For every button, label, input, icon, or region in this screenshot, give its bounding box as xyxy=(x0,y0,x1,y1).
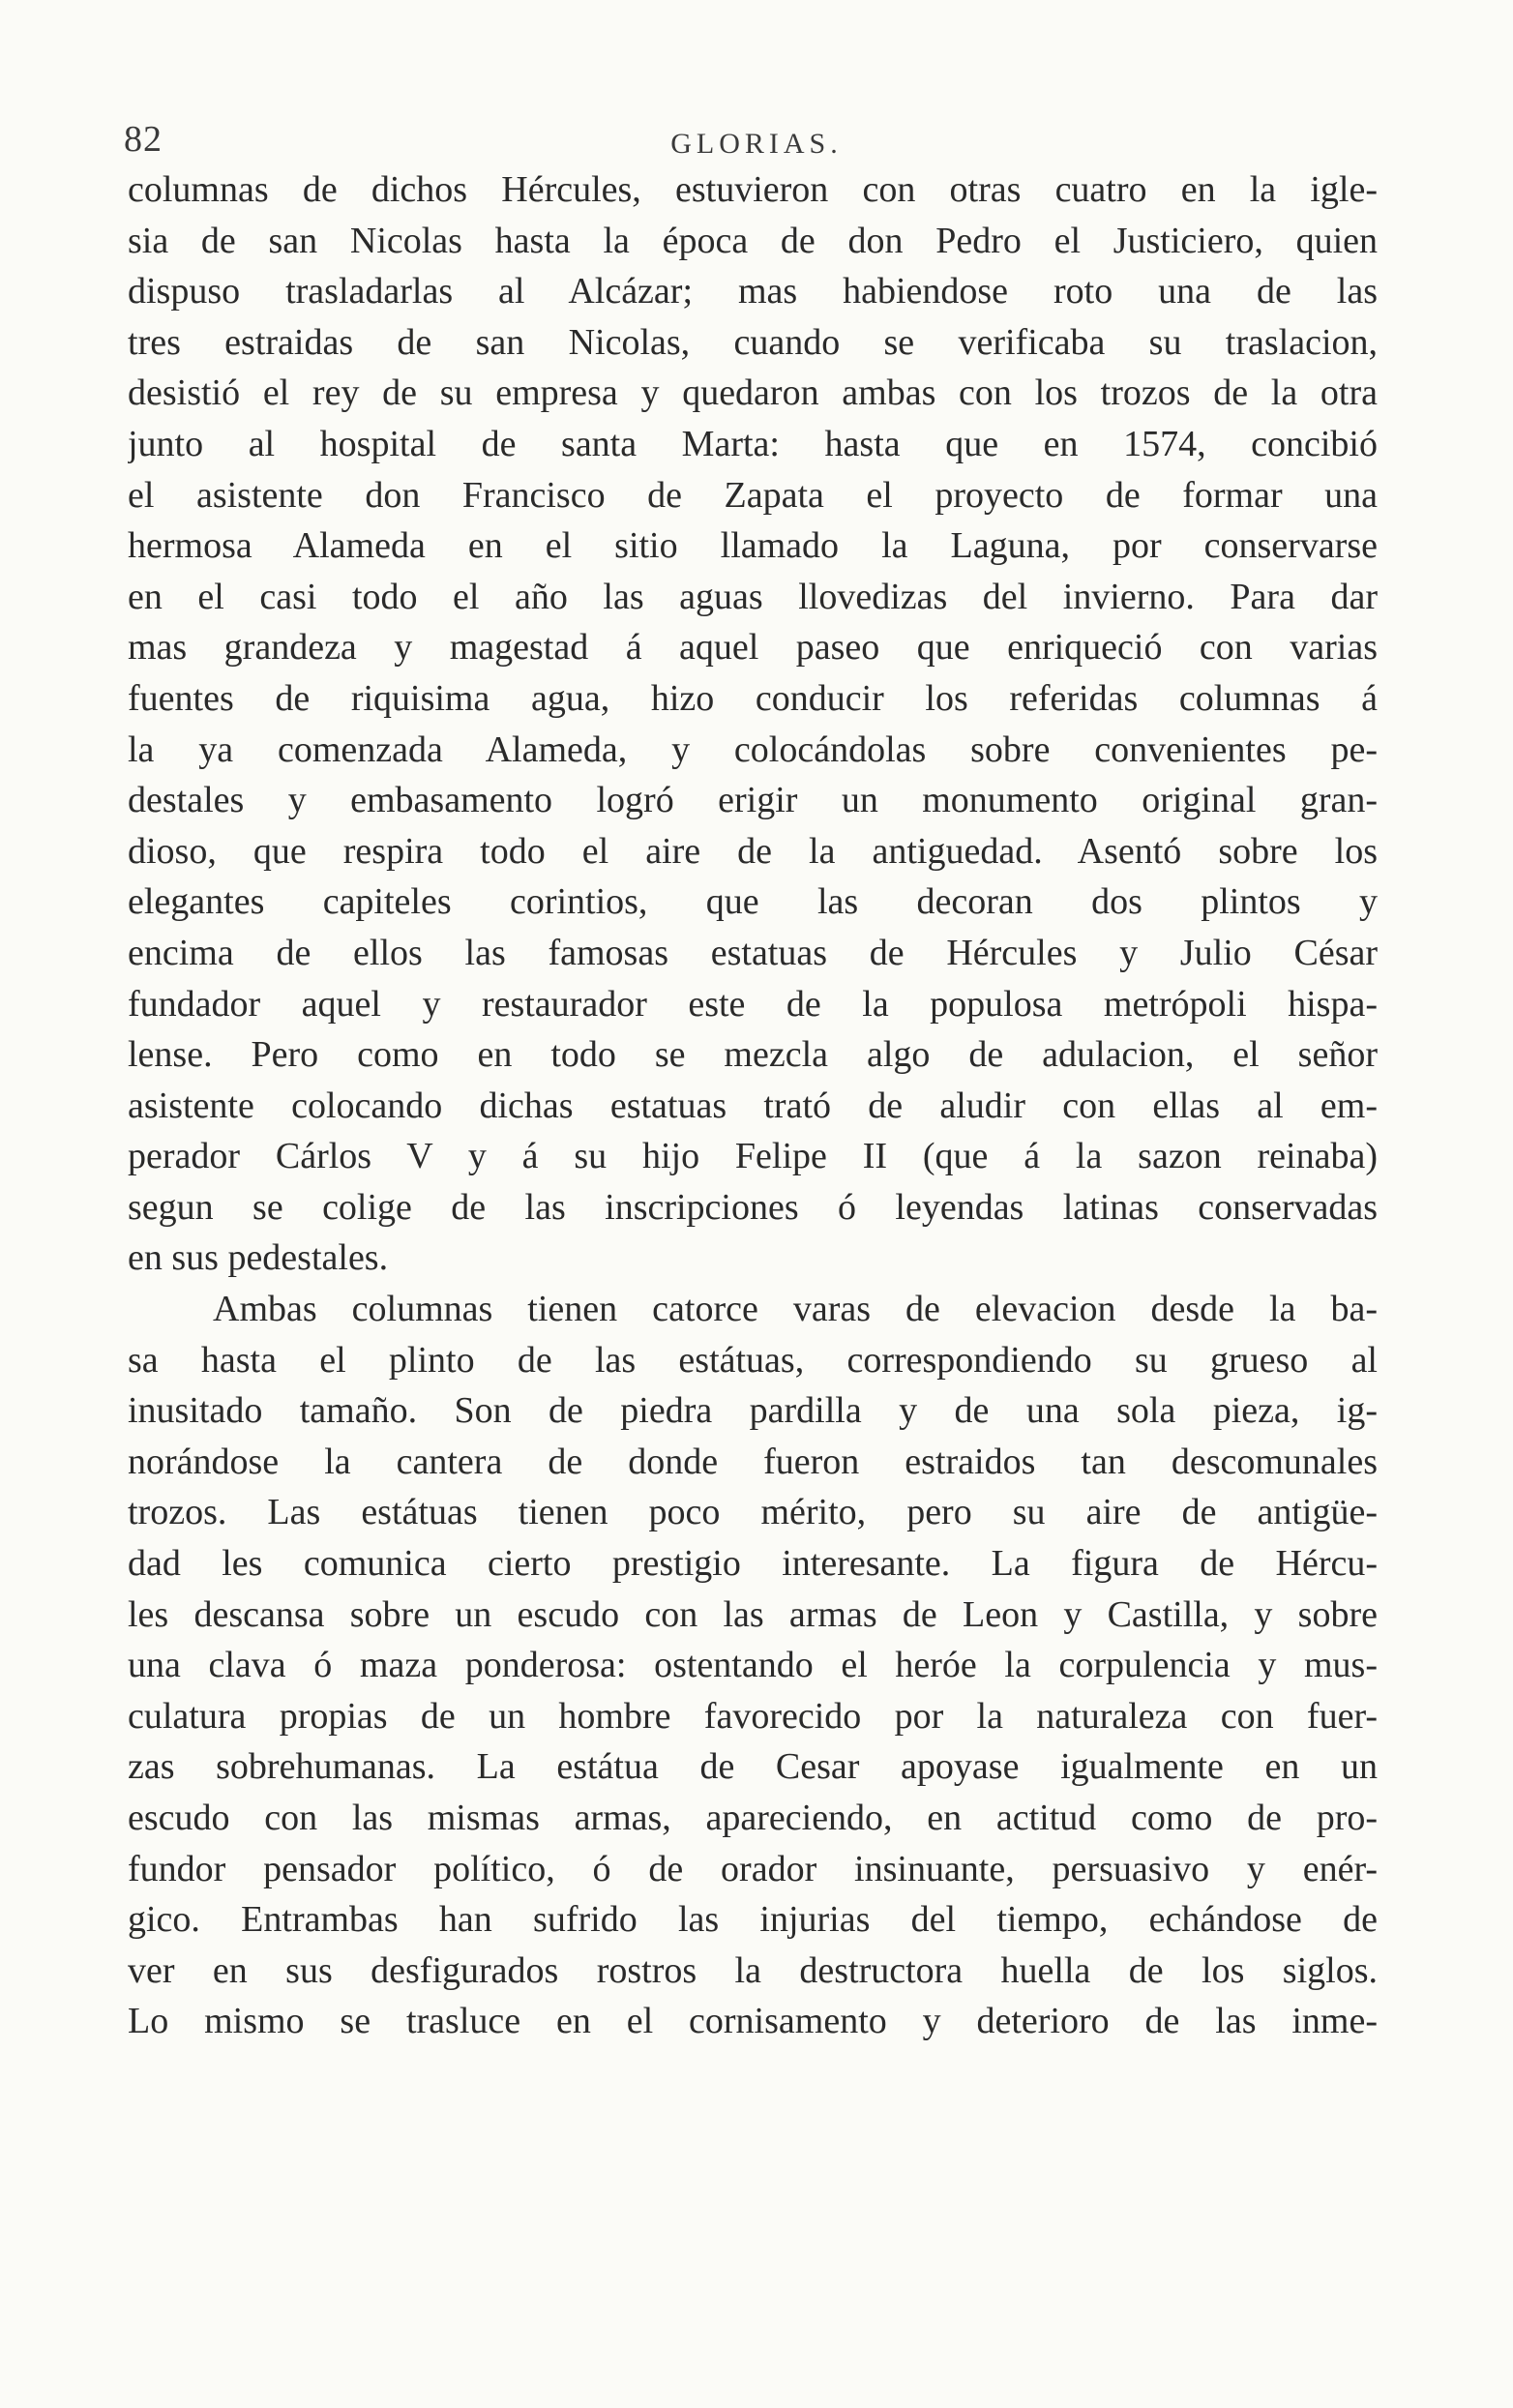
text-line: fuentes de riquisima agua, hizo conducir los referidas columnas á xyxy=(128,677,1378,719)
text-line: norándose la cantera de donde fueron estraidos tan descomunales xyxy=(128,1441,1378,1482)
text-line: destales y embasamento logró erigir un monumento original gran- xyxy=(128,780,1378,821)
text-line: hermosa Alameda en el sitio llamado la Laguna, por conservarse xyxy=(128,525,1378,567)
text-line: mas grandeza y magestad á aquel paseo que enriqueció con varias xyxy=(128,627,1378,669)
text-line: tres estraidas de san Nicolas, cuando se verificaba su traslacion, xyxy=(128,321,1378,363)
text-line: junto al hospital de santa Marta: hasta que en 1574, concibió xyxy=(128,423,1378,464)
page-number: 82 xyxy=(124,119,163,160)
text-line: en el casi todo el año las aguas llovedizas del invierno. Para dar xyxy=(128,576,1378,617)
running-title: GLORIAS. xyxy=(670,128,843,160)
text-line: trozos. Las estátuas tienen poco mérito, pero su aire de antigüe- xyxy=(128,1492,1378,1533)
text-line: Lo mismo se trasluce en el cornisamento y deterioro de las inme- xyxy=(128,2001,1378,2042)
text-line: dispuso trasladarlas al Alcázar; mas habiendose roto una de las xyxy=(128,271,1378,312)
text-line: ver en sus desfigurados rostros la destructora huella de los siglos. xyxy=(128,1949,1378,1991)
text-line: lense. Pero como en todo se mezcla algo de adulacion, el señor xyxy=(128,1034,1378,1076)
text-line: desistió el rey de su empresa y quedaron ambas con los trozos de la otra xyxy=(128,372,1378,414)
text-line: sa hasta el plinto de las estátuas, correspondiendo su grueso al xyxy=(128,1339,1378,1381)
text-line: dad les comunica cierto prestigio interesante. La figura de Hércu- xyxy=(128,1543,1378,1585)
text-line: les descansa sobre un escudo con las armas de Leon y Castilla, y sobre xyxy=(128,1593,1378,1635)
text-line: una clava ó maza ponderosa: ostentando el heróe la corpulencia y mus- xyxy=(128,1645,1378,1686)
text-line: culatura propias de un hombre favorecido por la naturaleza con fuer- xyxy=(128,1695,1378,1737)
text-line: en sus pedestales. xyxy=(128,1237,389,1279)
text-line: sia de san Nicolas hasta la época de don Pedro el Justiciero, quien xyxy=(128,220,1378,261)
text-line: elegantes capiteles corintios, que las decoran dos plintos y xyxy=(128,881,1378,923)
text-line: escudo con las mismas armas, apareciendo, en actitud como de pro- xyxy=(128,1798,1378,1838)
body-text xyxy=(128,164,1378,2047)
text-line: segun se colige de las inscripciones ó leyendas latinas conservadas xyxy=(128,1186,1378,1228)
text-line: perador Cárlos V y á su hijo Felipe II (que á la sazon reinaba) xyxy=(128,1136,1378,1177)
text-line: asistente colocando dichas estatuas trató de aludir con ellas al em- xyxy=(128,1085,1378,1126)
text-line: fundador aquel y restaurador este de la populosa metrópoli hispa- xyxy=(128,983,1378,1025)
text-line: la ya comenzada Alameda, y colocándolas sobre convenientes pe- xyxy=(128,728,1378,770)
text-line: columnas de dichos Hércules, estuvieron con otras cuatro en la igle- xyxy=(128,169,1378,210)
text-line: gico. Entrambas han sufrido las injurias del tiempo, echándose de xyxy=(128,1899,1378,1941)
text-line: zas sobrehumanas. La estátua de Cesar apoyase igualmente en un xyxy=(128,1746,1378,1788)
text-line: el asistente don Francisco de Zapata el proyecto de formar una xyxy=(128,474,1378,516)
text-line: Ambas columnas tienen catorce varas de elevacion desde la ba- xyxy=(213,1289,1378,1330)
text-line: dioso, que respira todo el aire de la antiguedad. Asentó sobre los xyxy=(128,830,1378,872)
text-line: encima de ellos las famosas estatuas de Hércules y Julio César xyxy=(128,932,1378,973)
text-line: fundor pensador político, ó de orador insinuante, persuasivo y enér- xyxy=(128,1848,1378,1889)
text-line: inusitado tamaño. Son de piedra pardilla y de una sola pieza, ig- xyxy=(128,1390,1378,1432)
